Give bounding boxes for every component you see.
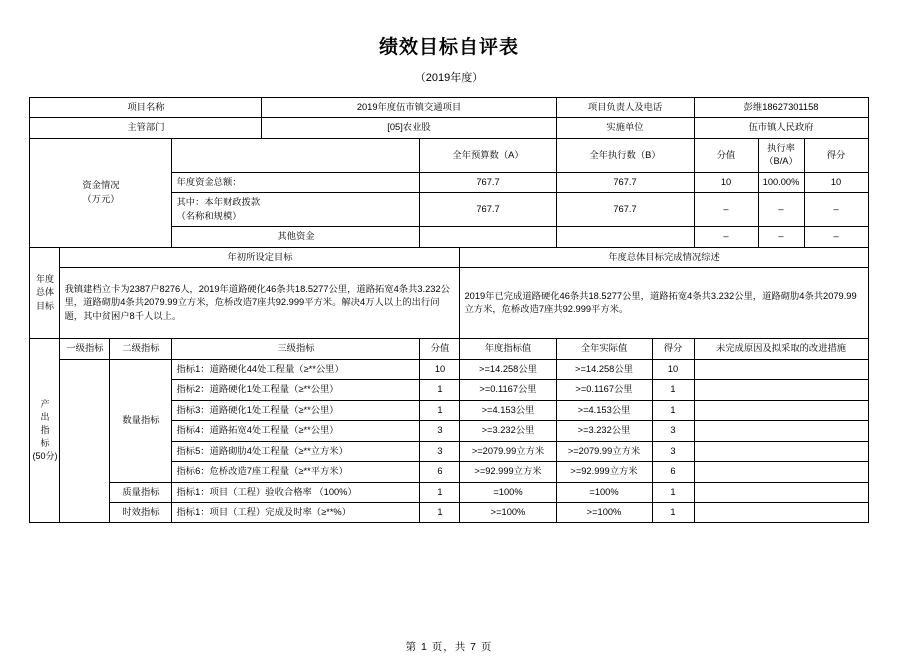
indicator-target: >=14.258公里 xyxy=(460,359,556,379)
indicator-target: >=92.999立方米 xyxy=(460,462,556,482)
indicator-target: =100% xyxy=(460,482,556,502)
project-owner-label: 项目负责人及电话 xyxy=(556,98,694,118)
annual-goal-col-overall: 年度总体目标完成情况综述 xyxy=(460,247,868,267)
indicator-level3: 指标2：道路硬化1处工程量（≥**公里） xyxy=(172,380,420,400)
funds-row-rate: – xyxy=(758,227,804,247)
output-label-l4: 标 xyxy=(40,438,50,449)
funds-row-budget: 767.7 xyxy=(420,193,556,227)
funds-col-rate: 执行率（B/A） xyxy=(758,138,804,172)
annual-goal-label-l3: 目标 xyxy=(35,300,54,311)
indicator-reason xyxy=(694,482,868,502)
funds-row-score-value: 10 xyxy=(694,172,758,192)
annual-goal-col-initial: 年初所设定目标 xyxy=(60,247,460,267)
indicator-score-value: 1 xyxy=(420,380,460,400)
funds-row-name: 年度资金总额： xyxy=(172,172,420,192)
indicator-actual: >=0.1167公里 xyxy=(556,380,652,400)
page-footer: 第 1 页，共 7 页 xyxy=(405,641,493,653)
indicator-level3: 指标1：道路硬化44处工程量（≥**公里） xyxy=(172,359,420,379)
indicator-level3: 指标4：道路拓宽4处工程量（≥**公里） xyxy=(172,421,420,441)
funds-row-budget xyxy=(420,227,556,247)
funds-col-budget: 全年预算数（A） xyxy=(420,138,556,172)
table-row-indicator-header xyxy=(30,339,868,359)
funds-row-budget: 767.7 xyxy=(420,172,556,192)
funds-col-score: 得分 xyxy=(804,138,868,172)
indicator-actual: =100% xyxy=(556,482,652,502)
indicator-reason xyxy=(694,400,868,420)
funds-label xyxy=(30,138,172,247)
header-level1-text: 一级指标 xyxy=(66,343,104,354)
indicator-reason xyxy=(694,502,868,522)
level2-timeliness: 时效指标 xyxy=(110,502,172,522)
funds-row-exec: 767.7 xyxy=(556,172,694,192)
output-label-l2: 出 xyxy=(40,412,50,423)
header-score: 得分 xyxy=(652,339,694,359)
indicator-score: 6 xyxy=(652,462,694,482)
table-row-indicator xyxy=(30,359,868,379)
level2-quantity: 数量指标 xyxy=(110,359,172,482)
project-name-label: 项目名称 xyxy=(30,98,262,118)
table-row-annual-goal-body xyxy=(30,268,868,339)
level2-quality: 质量指标 xyxy=(110,482,172,502)
header-annual-target: 年度指标值 xyxy=(460,339,556,359)
project-owner-value: 彭维18627301158 xyxy=(694,98,868,118)
funds-row-score: – xyxy=(804,227,868,247)
header-actual: 全年实际值 xyxy=(556,339,652,359)
indicator-score: 3 xyxy=(652,421,694,441)
indicator-level3: 指标1：项目（工程）验收合格率 （100%） xyxy=(172,482,420,502)
annual-goal-label-l2: 总体 xyxy=(35,287,54,298)
header-level2: 二级指标 xyxy=(110,339,172,359)
indicator-target: >=2079.99立方米 xyxy=(460,441,556,461)
indicator-level3: 指标5：道路砌肋4处工程量（≥**立方米） xyxy=(172,441,420,461)
annual-goal-label-l1: 年度 xyxy=(35,274,54,285)
funds-row-name-line1: 其中：本年财政拨款 xyxy=(176,197,261,208)
funds-row-name: 其他资金 xyxy=(172,227,420,247)
project-name-value: 2019年度伍市镇交通项目 xyxy=(262,98,556,118)
funds-row-name-line2: （名称和规模） xyxy=(176,210,242,221)
page-title: 绩效目标自评表 xyxy=(378,37,519,58)
funds-row-score: 10 xyxy=(804,172,868,192)
table-row-indicator xyxy=(30,502,868,522)
unit-value: 伍市镇人民政府 xyxy=(694,118,868,138)
indicator-actual: >=3.232公里 xyxy=(556,421,652,441)
indicator-score: 1 xyxy=(652,380,694,400)
output-label-l1: 产 xyxy=(40,399,50,410)
funds-row-score: – xyxy=(804,193,868,227)
indicator-actual: >=2079.99立方米 xyxy=(556,441,652,461)
page-subtitle: （2019年度） xyxy=(414,72,484,84)
indicator-score-value: 3 xyxy=(420,441,460,461)
funds-row-score-value: – xyxy=(694,193,758,227)
funds-col-score-value: 分值 xyxy=(694,138,758,172)
funds-row-rate: – xyxy=(758,193,804,227)
output-label-l3: 指 xyxy=(40,425,50,436)
indicator-score-value: 1 xyxy=(420,482,460,502)
indicator-score-value: 1 xyxy=(420,502,460,522)
unit-label: 实施单位 xyxy=(556,118,694,138)
indicator-score: 10 xyxy=(652,359,694,379)
indicator-reason xyxy=(694,421,868,441)
indicator-level3: 指标6：危桥改造7座工程量（≥**平方米） xyxy=(172,462,420,482)
indicator-reason xyxy=(694,462,868,482)
funds-col-name xyxy=(172,138,420,172)
header-level1 xyxy=(60,339,110,359)
indicator-target: >=4.153公里 xyxy=(460,400,556,420)
indicator-reason xyxy=(694,441,868,461)
funds-row-score-value: – xyxy=(694,227,758,247)
funds-col-exec: 全年执行数（B） xyxy=(556,138,694,172)
indicator-target: >=100% xyxy=(460,502,556,522)
funds-row-name xyxy=(172,193,420,227)
dept-label: 主管部门 xyxy=(30,118,262,138)
dept-value: [05]农业股 xyxy=(262,118,556,138)
indicator-score-value: 1 xyxy=(420,400,460,420)
indicator-score-value: 6 xyxy=(420,462,460,482)
indicator-actual: >=100% xyxy=(556,502,652,522)
indicator-reason xyxy=(694,380,868,400)
indicator-level3: 指标3：道路硬化1处工程量（≥**公里） xyxy=(172,400,420,420)
indicator-score-value: 3 xyxy=(420,421,460,441)
header-reason: 未完成原因及拟采取的改进措施 xyxy=(694,339,868,359)
indicator-level3: 指标1：项目（工程）完成及时率（≥**%） xyxy=(172,502,420,522)
table-row-funds-header xyxy=(30,138,868,172)
document-page xyxy=(0,32,898,666)
indicator-score: 3 xyxy=(652,441,694,461)
output-label-l5: (50分) xyxy=(32,451,58,462)
table-row-department xyxy=(30,118,868,138)
indicator-reason xyxy=(694,359,868,379)
indicator-score: 1 xyxy=(652,400,694,420)
annual-goal-overall-text: 2019年已完成道路硬化46条共18.5277公里，道路拓宽4条共3.232公里，道路砌肋4条共2079.99立方米，危桥改造7座共92.999平方米。 xyxy=(460,268,868,339)
funds-row-exec xyxy=(556,227,694,247)
header-level3: 三级指标 xyxy=(172,339,420,359)
indicator-score: 1 xyxy=(652,482,694,502)
funds-label-line2: （万元） xyxy=(82,193,120,204)
annual-goal-label xyxy=(30,247,60,338)
indicator-score: 1 xyxy=(652,502,694,522)
output-indicator-label xyxy=(30,339,60,523)
table-row-annual-goal-header xyxy=(30,247,868,267)
annual-goal-initial-text: 我镇建档立卡为2387户8276人，2019年道路硬化46条共18.5277公里，道路拓宽4条共3.232公里，道路砌肋4条共2079.99立方米，危桥改造7座共92.999平方米。解决4万人以上的出行问题，其中贫困户8千人以上。 xyxy=(60,268,460,339)
indicator-actual: >=14.258公里 xyxy=(556,359,652,379)
indicator-actual: >=4.153公里 xyxy=(556,400,652,420)
header-score-value: 分值 xyxy=(420,339,460,359)
funds-label-line1: 资金情况 xyxy=(82,180,120,191)
indicator-target: >=0.1167公里 xyxy=(460,380,556,400)
level1-spacer xyxy=(60,359,110,523)
table-row-project-name xyxy=(30,98,868,118)
table-row-indicator xyxy=(30,482,868,502)
funds-row-rate: 100.00% xyxy=(758,172,804,192)
indicator-target: >=3.232公里 xyxy=(460,421,556,441)
indicator-score-value: 10 xyxy=(420,359,460,379)
funds-row-exec: 767.7 xyxy=(556,193,694,227)
indicator-actual: >=92.999立方米 xyxy=(556,462,652,482)
performance-table xyxy=(29,97,868,523)
